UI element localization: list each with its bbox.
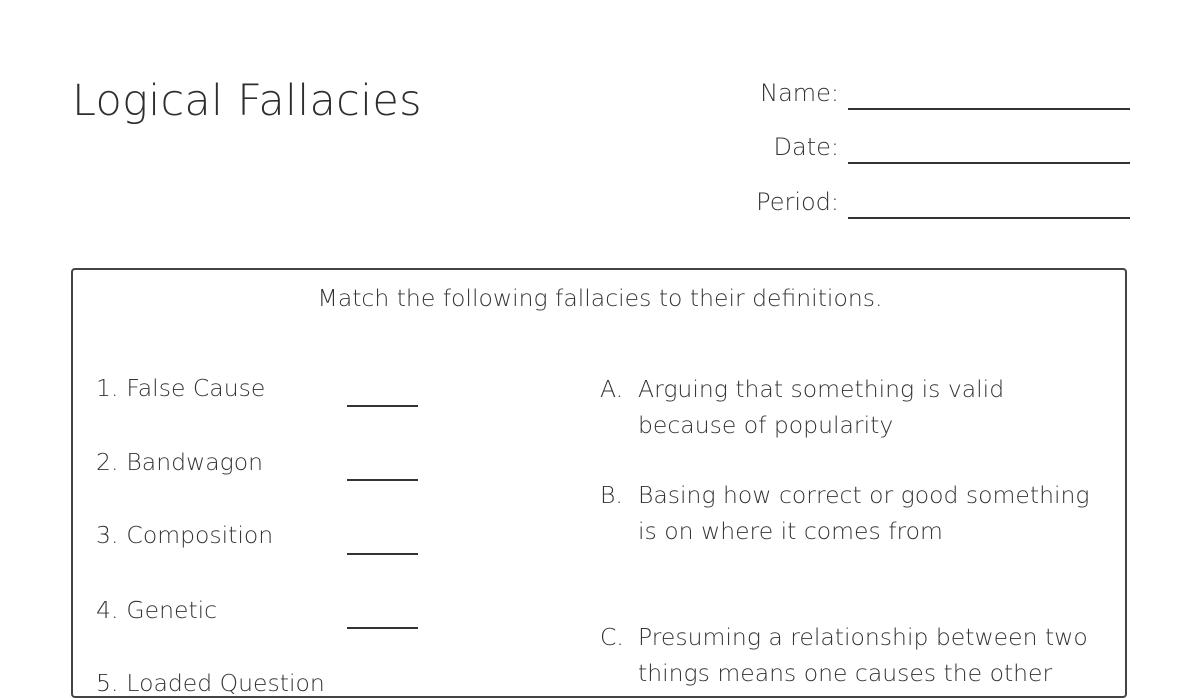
answer-blank[interactable] — [347, 553, 418, 555]
term-label: Genetic — [126, 596, 218, 624]
name-label: Name: — [760, 79, 839, 107]
definition-letter: C. — [600, 623, 624, 651]
term-number: 3. — [96, 521, 119, 549]
definition-text: Presuming a relationship between two things means one causes the other — [638, 623, 1088, 687]
term-item — [96, 448, 263, 476]
term-label: Bandwagon — [126, 448, 264, 476]
term-label: False Cause — [126, 374, 266, 402]
term-item — [96, 669, 325, 697]
term-label: Composition — [126, 521, 274, 549]
term-number: 4. — [96, 596, 119, 624]
term-label: Loaded Question — [126, 669, 325, 697]
term-item — [96, 596, 217, 624]
page-title: Logical Fallacies — [72, 76, 422, 126]
date-blank-line[interactable] — [848, 162, 1130, 164]
answer-blank[interactable] — [347, 479, 418, 481]
answer-blank[interactable] — [347, 405, 418, 407]
period-field — [700, 188, 1130, 218]
name-blank-line[interactable] — [848, 108, 1130, 110]
date-label: Date: — [773, 133, 839, 161]
name-field — [700, 79, 1130, 109]
definition-text: Basing how correct or good something is on where it comes from — [638, 481, 1090, 545]
instructions-text: Match the following fallacies to their definitions. — [317, 284, 883, 312]
term-number: 1. — [96, 374, 119, 402]
term-item — [96, 521, 273, 549]
term-item — [96, 374, 265, 402]
date-field — [700, 133, 1130, 163]
definition-item — [600, 620, 1100, 691]
definition-text: Arguing that something is valid because of popularity — [638, 375, 1005, 439]
definition-letter: B. — [600, 481, 623, 509]
term-number: 5. — [96, 669, 119, 697]
period-blank-line[interactable] — [848, 217, 1130, 219]
definition-item — [600, 478, 1100, 549]
definition-item — [600, 372, 1100, 443]
definition-letter: A. — [600, 375, 624, 403]
answer-blank[interactable] — [347, 627, 418, 629]
period-label: Period: — [756, 188, 839, 216]
term-number: 2. — [96, 448, 119, 476]
